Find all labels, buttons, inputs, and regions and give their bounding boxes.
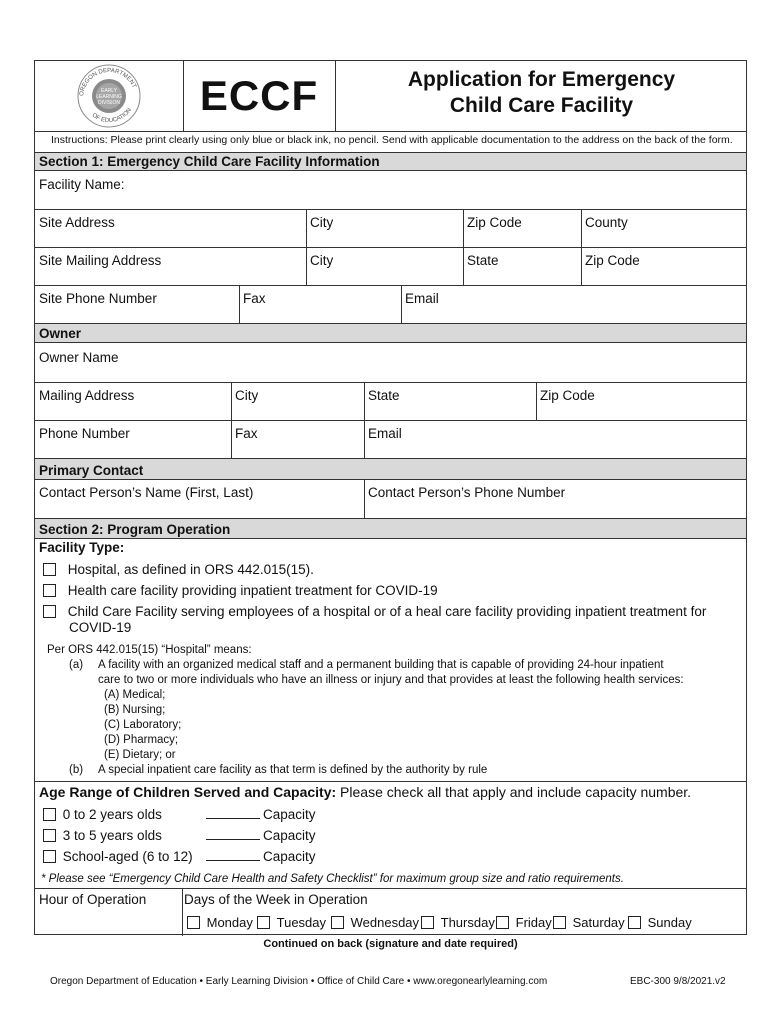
days-of-week-label: Days of the Week in Operation xyxy=(184,892,368,907)
school-aged-checkbox[interactable] xyxy=(43,850,56,863)
school-aged-capacity-input[interactable] xyxy=(206,849,260,861)
age-3-5-label: 3 to 5 years olds xyxy=(62,828,162,843)
sunday-checkbox[interactable] xyxy=(628,916,641,929)
owner-city-field[interactable]: City xyxy=(235,388,259,403)
section2-header: Section 2: Program Operation xyxy=(35,518,746,539)
friday-checkbox[interactable] xyxy=(496,916,509,929)
health-care-facility-checkbox[interactable] xyxy=(43,584,56,597)
site-phone-field[interactable]: Site Phone Number xyxy=(39,291,157,306)
site-zip-field[interactable]: Zip Code xyxy=(467,215,522,230)
age-0-2-capacity-input[interactable] xyxy=(206,807,260,819)
contact-phone-field[interactable]: Contact Person’s Phone Number xyxy=(368,485,566,500)
site-county-field[interactable]: County xyxy=(585,215,628,230)
wednesday-checkbox[interactable] xyxy=(331,916,344,929)
owner-header: Owner xyxy=(35,323,746,343)
child-care-facility-checkbox[interactable] xyxy=(43,605,56,618)
thursday-label: Thursday xyxy=(440,915,495,930)
thursday-checkbox[interactable] xyxy=(421,916,434,929)
owner-mailing-address-field[interactable]: Mailing Address xyxy=(39,388,135,403)
school-aged-label: School-aged (6 to 12) xyxy=(62,849,193,864)
svg-text:DIVISION: DIVISION xyxy=(98,100,120,106)
application-form xyxy=(34,60,747,935)
saturday-label: Saturday xyxy=(572,915,625,930)
owner-state-field[interactable]: State xyxy=(368,388,400,403)
owner-email-field[interactable]: Email xyxy=(368,426,402,441)
primary-contact-header: Primary Contact xyxy=(35,458,746,480)
owner-zip-field[interactable]: Zip Code xyxy=(540,388,595,403)
ors-service-nursing: (B) Nursing; xyxy=(104,704,166,716)
age-0-2-checkbox[interactable] xyxy=(43,808,56,821)
child-care-option-label-cont: COVID-19 xyxy=(69,620,132,635)
form-acronym: ECCF xyxy=(199,72,319,119)
site-email-field[interactable]: Email xyxy=(405,291,439,306)
form-title-line1: Application for Emergency xyxy=(407,68,676,91)
instructions-text: Instructions: Please print clearly using only blue or black ink, no pencil. Send with applicable documentation to the address on the back of the form. xyxy=(51,134,733,146)
capacity-label: Capacity xyxy=(263,849,316,864)
form-title-line2: Child Care Facility xyxy=(449,94,634,117)
ors-service-dietary: (E) Dietary; or xyxy=(104,749,176,761)
site-address-field[interactable]: Site Address xyxy=(39,215,115,230)
mailing-state-field[interactable]: State xyxy=(467,253,499,268)
wednesday-label: Wednesday xyxy=(350,915,420,930)
hours-of-operation-label[interactable]: Hour of Operation xyxy=(39,892,147,907)
age-0-2-label: 0 to 2 years olds xyxy=(62,807,162,822)
sunday-label: Sunday xyxy=(647,915,692,930)
age-3-5-capacity-input[interactable] xyxy=(206,828,260,840)
owner-fax-field[interactable]: Fax xyxy=(235,426,258,441)
ors-a-line1: A facility with an organized medical staff and a permanent building that is capable of providing 24-hour inpatient xyxy=(98,659,664,671)
contact-name-field[interactable]: Contact Person’s Name (First, Last) xyxy=(39,485,254,500)
ors-service-medical: (A) Medical; xyxy=(104,689,166,701)
capacity-label: Capacity xyxy=(263,828,316,843)
footer-left: Oregon Department of Education • Early Learning Division • Office of Child Care • www.oregonearlylearning.com xyxy=(50,976,548,987)
saturday-checkbox[interactable] xyxy=(553,916,566,929)
facility-name-field[interactable]: Facility Name: xyxy=(39,177,125,192)
ors-service-laboratory: (C) Laboratory; xyxy=(104,719,182,731)
age-3-5-checkbox[interactable] xyxy=(43,829,56,842)
friday-label: Friday xyxy=(515,915,552,930)
owner-phone-field[interactable]: Phone Number xyxy=(39,426,130,441)
hospital-option-label: Hospital, as defined in ORS 442.015(15). xyxy=(67,562,314,577)
ors-service-pharmacy: (D) Pharmacy; xyxy=(104,734,179,746)
ors-b-text: A special inpatient care facility as that term is defined by the authority by rule xyxy=(98,764,488,776)
svg-text:OF EDUCATION: OF EDUCATION xyxy=(90,107,133,125)
svg-text:LEARNING: LEARNING xyxy=(96,94,122,100)
site-fax-field[interactable]: Fax xyxy=(243,291,266,306)
monday-checkbox[interactable] xyxy=(187,916,200,929)
mailing-zip-field[interactable]: Zip Code xyxy=(585,253,640,268)
continued-note: Continued on back (signature and date required) xyxy=(263,938,518,950)
logo xyxy=(35,61,183,131)
section1-header: Section 1: Emergency Child Care Facility Information xyxy=(35,152,746,171)
svg-text:OREGON DEPARTMENT: OREGON DEPARTMENT xyxy=(79,67,137,97)
monday-label: Monday xyxy=(206,915,253,930)
owner-name-field[interactable]: Owner Name xyxy=(39,350,119,365)
tuesday-label: Tuesday xyxy=(276,915,327,930)
capacity-label: Capacity xyxy=(263,807,316,822)
tuesday-checkbox[interactable] xyxy=(257,916,270,929)
ors-a-marker: (a) xyxy=(69,659,84,671)
footer-right: EBC-300 9/8/2021.v2 xyxy=(630,976,726,987)
child-care-option-label: Child Care Facility serving employees of a hospital or of a heal care facility providing inpatient treatment for xyxy=(67,604,707,619)
health-care-option-label: Health care facility providing inpatient treatment for COVID-19 xyxy=(67,583,438,598)
ors-a-line2: care to two or more individuals who have an illness or injury and that provides at least the following health services: xyxy=(98,674,684,686)
facility-type-label: Facility Type: xyxy=(39,540,125,555)
mailing-city-field[interactable]: City xyxy=(310,253,334,268)
ors-heading: Per ORS 442.015(15) “Hospital” means: xyxy=(47,644,252,656)
age-range-heading: Age Range of Children Served and Capacity: Please check all that apply and include capacity number. xyxy=(39,784,692,800)
ors-b-marker: (b) xyxy=(69,764,84,776)
svg-text:EARLY: EARLY xyxy=(100,88,118,94)
site-mailing-address-field[interactable]: Site Mailing Address xyxy=(39,253,162,268)
ratio-note: * Please see “Emergency Child Care Health and Safety Checklist” for maximum group size and ratio requirements. xyxy=(41,873,624,885)
site-city-field[interactable]: City xyxy=(310,215,334,230)
hospital-checkbox[interactable] xyxy=(43,563,56,576)
